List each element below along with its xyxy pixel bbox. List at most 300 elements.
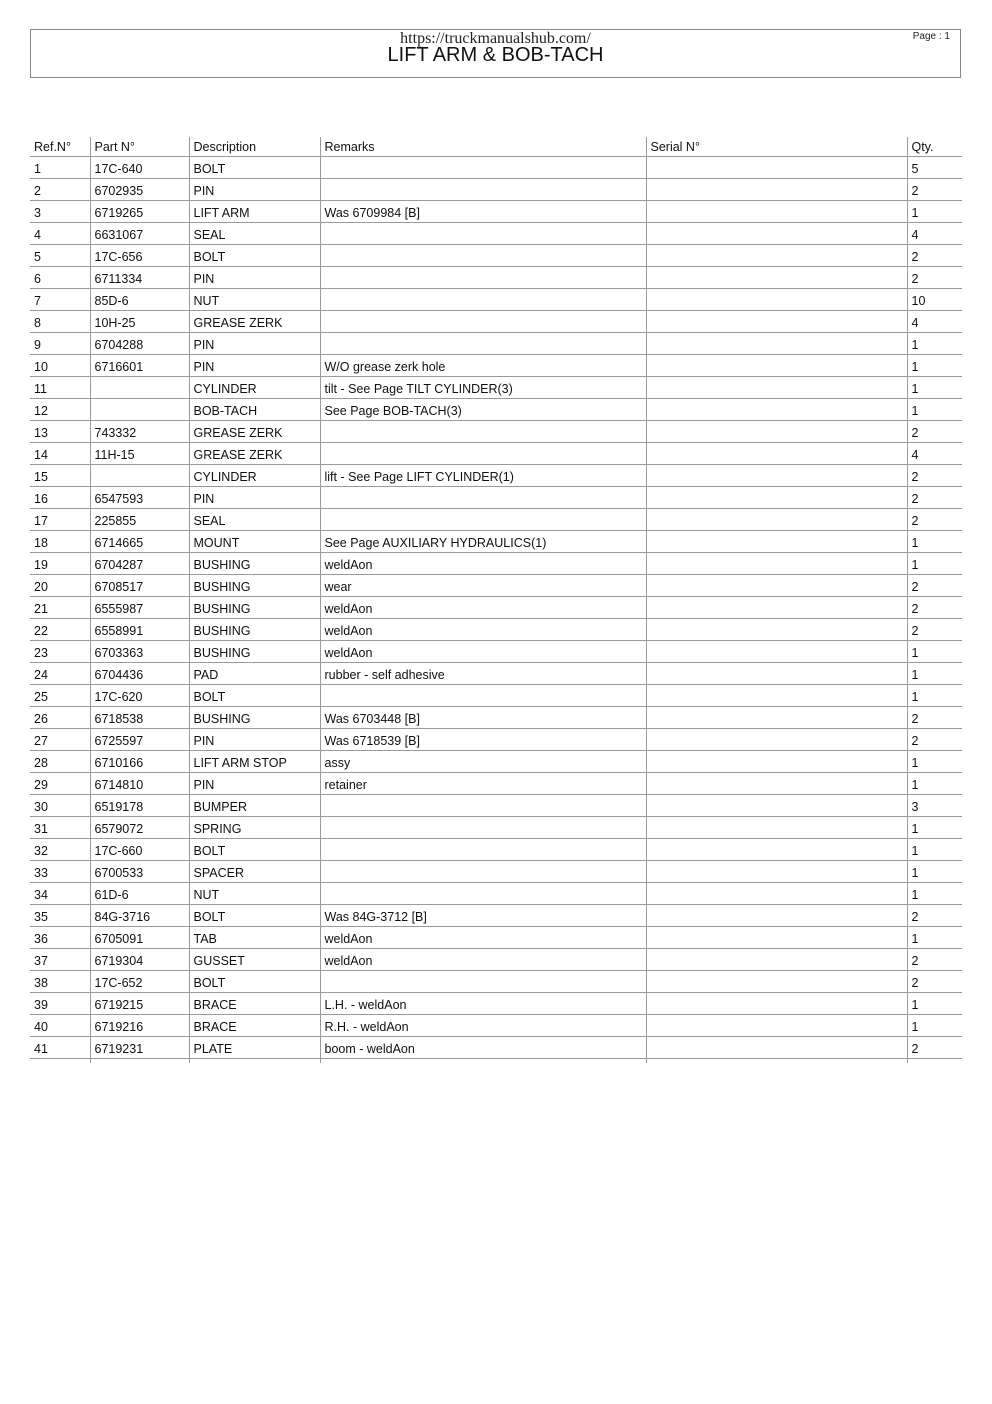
serial-cell: [646, 971, 907, 993]
remarks-cell: Was 6718539 [B]: [320, 729, 646, 751]
qty-cell: 10: [907, 289, 962, 311]
remarks-cell: assy: [320, 751, 646, 773]
ref-cell: 38: [30, 971, 90, 993]
ref-cell: 24: [30, 663, 90, 685]
serial-cell: [646, 399, 907, 421]
table-row: [30, 971, 962, 993]
table-row: [30, 553, 962, 575]
description-cell: PIN: [189, 355, 320, 377]
description-cell: NUT: [189, 883, 320, 905]
ref-cell: 30: [30, 795, 90, 817]
ref-cell: 33: [30, 861, 90, 883]
table-row: [30, 861, 962, 883]
part-number-cell: 6704288: [90, 333, 189, 355]
table-row: [30, 509, 962, 531]
table-row: [30, 355, 962, 377]
description-cell: LIFT ARM: [189, 201, 320, 223]
table-row: [30, 311, 962, 333]
part-number-cell: 6714810: [90, 773, 189, 795]
description-cell: PIN: [189, 487, 320, 509]
table-row: [30, 1015, 962, 1037]
table-row: [30, 949, 962, 971]
part-number-cell: 6719231: [90, 1037, 189, 1059]
serial-cell: [646, 377, 907, 399]
description-cell: BUSHING: [189, 553, 320, 575]
description-cell: CYLINDER: [189, 465, 320, 487]
remarks-cell: W/O grease zerk hole: [320, 355, 646, 377]
part-number-cell: 10H-25: [90, 311, 189, 333]
table-row: [30, 333, 962, 355]
remarks-cell: wear: [320, 575, 646, 597]
ref-cell: 34: [30, 883, 90, 905]
ref-cell: 4: [30, 223, 90, 245]
description-cell: GUSSET: [189, 949, 320, 971]
serial-cell: [646, 575, 907, 597]
part-number-cell: 6555987: [90, 597, 189, 619]
ref-cell: 41: [30, 1037, 90, 1059]
qty-cell: 1: [907, 773, 962, 795]
table-row: [30, 597, 962, 619]
qty-cell: 2: [907, 729, 962, 751]
qty-cell: 1: [907, 399, 962, 421]
part-number-cell: 6719304: [90, 949, 189, 971]
col-header-part: Part N°: [90, 137, 189, 157]
qty-cell: 1: [907, 685, 962, 707]
ref-cell: 32: [30, 839, 90, 861]
table-row: [30, 421, 962, 443]
part-number-cell: 6558991: [90, 619, 189, 641]
serial-cell: [646, 773, 907, 795]
table-row: [30, 201, 962, 223]
serial-cell: [646, 1015, 907, 1037]
serial-cell: [646, 861, 907, 883]
part-number-cell: 6708517: [90, 575, 189, 597]
table-edge-cell: [189, 1059, 320, 1064]
remarks-cell: [320, 795, 646, 817]
description-cell: LIFT ARM STOP: [189, 751, 320, 773]
ref-cell: 25: [30, 685, 90, 707]
ref-cell: 3: [30, 201, 90, 223]
serial-cell: [646, 531, 907, 553]
part-number-cell: 225855: [90, 509, 189, 531]
description-cell: BOB-TACH: [189, 399, 320, 421]
col-header-remarks: Remarks: [320, 137, 646, 157]
table-row: [30, 773, 962, 795]
table-row: [30, 751, 962, 773]
qty-cell: 1: [907, 663, 962, 685]
part-number-cell: 6710166: [90, 751, 189, 773]
ref-cell: 37: [30, 949, 90, 971]
ref-cell: 19: [30, 553, 90, 575]
serial-cell: [646, 663, 907, 685]
table-row: [30, 883, 962, 905]
table-edge-cell: [30, 1059, 90, 1064]
ref-cell: 12: [30, 399, 90, 421]
serial-cell: [646, 443, 907, 465]
ref-cell: 16: [30, 487, 90, 509]
qty-cell: 2: [907, 597, 962, 619]
part-number-cell: 6711334: [90, 267, 189, 289]
remarks-cell: [320, 245, 646, 267]
serial-cell: [646, 509, 907, 531]
remarks-cell: weldAon: [320, 641, 646, 663]
description-cell: MOUNT: [189, 531, 320, 553]
description-cell: PIN: [189, 179, 320, 201]
qty-cell: 2: [907, 575, 962, 597]
ref-cell: 15: [30, 465, 90, 487]
table-row: [30, 817, 962, 839]
qty-cell: 2: [907, 971, 962, 993]
description-cell: PLATE: [189, 1037, 320, 1059]
remarks-cell: See Page BOB-TACH(3): [320, 399, 646, 421]
page-number: Page : 1: [912, 31, 950, 42]
qty-cell: 1: [907, 553, 962, 575]
table-row: [30, 663, 962, 685]
ref-cell: 8: [30, 311, 90, 333]
ref-cell: 21: [30, 597, 90, 619]
serial-cell: [646, 289, 907, 311]
table-row: [30, 707, 962, 729]
serial-cell: [646, 201, 907, 223]
description-cell: BRACE: [189, 1015, 320, 1037]
table-row: [30, 443, 962, 465]
qty-cell: 1: [907, 817, 962, 839]
qty-cell: 1: [907, 201, 962, 223]
part-number-cell: 6719265: [90, 201, 189, 223]
ref-cell: 26: [30, 707, 90, 729]
parts-table: [30, 137, 962, 1063]
qty-cell: 1: [907, 883, 962, 905]
remarks-cell: [320, 685, 646, 707]
table-edge-cell: [90, 1059, 189, 1064]
remarks-cell: Was 6709984 [B]: [320, 201, 646, 223]
table-edge-cell: [907, 1059, 962, 1064]
serial-cell: [646, 355, 907, 377]
part-number-cell: 17C-660: [90, 839, 189, 861]
col-header-serial: Serial N°: [646, 137, 907, 157]
serial-cell: [646, 465, 907, 487]
remarks-cell: lift - See Page LIFT CYLINDER(1): [320, 465, 646, 487]
description-cell: BOLT: [189, 839, 320, 861]
table-row: [30, 487, 962, 509]
table-row: [30, 795, 962, 817]
remarks-cell: [320, 333, 646, 355]
qty-cell: 1: [907, 531, 962, 553]
qty-cell: 2: [907, 179, 962, 201]
serial-cell: [646, 553, 907, 575]
part-number-cell: 6631067: [90, 223, 189, 245]
remarks-cell: [320, 157, 646, 179]
table-row: [30, 685, 962, 707]
part-number-cell: [90, 377, 189, 399]
remarks-cell: See Page AUXILIARY HYDRAULICS(1): [320, 531, 646, 553]
ref-cell: 9: [30, 333, 90, 355]
table-row: [30, 575, 962, 597]
remarks-cell: [320, 817, 646, 839]
part-number-cell: 85D-6: [90, 289, 189, 311]
ref-cell: 6: [30, 267, 90, 289]
serial-cell: [646, 685, 907, 707]
remarks-cell: [320, 289, 646, 311]
serial-cell: [646, 795, 907, 817]
ref-cell: 31: [30, 817, 90, 839]
ref-cell: 14: [30, 443, 90, 465]
table-row: [30, 927, 962, 949]
description-cell: SPRING: [189, 817, 320, 839]
qty-cell: 1: [907, 993, 962, 1015]
page-header: [30, 29, 961, 78]
page-title: LIFT ARM & BOB-TACH: [387, 44, 604, 66]
description-cell: BUSHING: [189, 707, 320, 729]
description-cell: PIN: [189, 729, 320, 751]
qty-cell: 2: [907, 707, 962, 729]
description-cell: BOLT: [189, 157, 320, 179]
description-cell: BUSHING: [189, 619, 320, 641]
serial-cell: [646, 927, 907, 949]
serial-cell: [646, 245, 907, 267]
qty-cell: 1: [907, 839, 962, 861]
ref-cell: 2: [30, 179, 90, 201]
serial-cell: [646, 157, 907, 179]
table-row: [30, 531, 962, 553]
serial-cell: [646, 1037, 907, 1059]
ref-cell: 13: [30, 421, 90, 443]
part-number-cell: 6725597: [90, 729, 189, 751]
ref-cell: 28: [30, 751, 90, 773]
description-cell: GREASE ZERK: [189, 443, 320, 465]
description-cell: BUSHING: [189, 597, 320, 619]
ref-cell: 35: [30, 905, 90, 927]
serial-cell: [646, 729, 907, 751]
ref-cell: 5: [30, 245, 90, 267]
qty-cell: 1: [907, 641, 962, 663]
qty-cell: 2: [907, 905, 962, 927]
serial-cell: [646, 817, 907, 839]
part-number-cell: 6700533: [90, 861, 189, 883]
ref-cell: 18: [30, 531, 90, 553]
remarks-cell: weldAon: [320, 927, 646, 949]
ref-cell: 20: [30, 575, 90, 597]
description-cell: BRACE: [189, 993, 320, 1015]
qty-cell: 2: [907, 465, 962, 487]
qty-cell: 2: [907, 619, 962, 641]
part-number-cell: 11H-15: [90, 443, 189, 465]
table-row: [30, 289, 962, 311]
ref-cell: 29: [30, 773, 90, 795]
remarks-cell: [320, 861, 646, 883]
remarks-cell: R.H. - weldAon: [320, 1015, 646, 1037]
description-cell: PIN: [189, 333, 320, 355]
qty-cell: 2: [907, 487, 962, 509]
description-cell: BUSHING: [189, 641, 320, 663]
part-number-cell: 6718538: [90, 707, 189, 729]
serial-cell: [646, 707, 907, 729]
qty-cell: 2: [907, 949, 962, 971]
part-number-cell: 6714665: [90, 531, 189, 553]
table-row: [30, 839, 962, 861]
serial-cell: [646, 179, 907, 201]
remarks-cell: weldAon: [320, 619, 646, 641]
description-cell: SEAL: [189, 509, 320, 531]
part-number-cell: 17C-640: [90, 157, 189, 179]
table-row: [30, 245, 962, 267]
remarks-cell: [320, 421, 646, 443]
ref-cell: 36: [30, 927, 90, 949]
serial-cell: [646, 333, 907, 355]
ref-cell: 39: [30, 993, 90, 1015]
ref-cell: 10: [30, 355, 90, 377]
serial-cell: [646, 597, 907, 619]
table-row: [30, 1037, 962, 1059]
part-number-cell: 6704287: [90, 553, 189, 575]
serial-cell: [646, 487, 907, 509]
part-number-cell: [90, 399, 189, 421]
table-header-row: [30, 137, 962, 157]
remarks-cell: weldAon: [320, 949, 646, 971]
remarks-cell: rubber - self adhesive: [320, 663, 646, 685]
qty-cell: 4: [907, 443, 962, 465]
ref-cell: 40: [30, 1015, 90, 1037]
description-cell: BUSHING: [189, 575, 320, 597]
remarks-cell: [320, 883, 646, 905]
ref-cell: 27: [30, 729, 90, 751]
serial-cell: [646, 751, 907, 773]
table-row: [30, 399, 962, 421]
description-cell: SPACER: [189, 861, 320, 883]
ref-cell: 1: [30, 157, 90, 179]
part-number-cell: 6579072: [90, 817, 189, 839]
serial-cell: [646, 267, 907, 289]
table-row: [30, 729, 962, 751]
serial-cell: [646, 223, 907, 245]
remarks-cell: [320, 971, 646, 993]
serial-cell: [646, 993, 907, 1015]
qty-cell: 1: [907, 751, 962, 773]
serial-cell: [646, 641, 907, 663]
col-header-ref: Ref.N°: [30, 137, 90, 157]
part-number-cell: 6703363: [90, 641, 189, 663]
part-number-cell: 17C-620: [90, 685, 189, 707]
description-cell: CYLINDER: [189, 377, 320, 399]
remarks-cell: retainer: [320, 773, 646, 795]
part-number-cell: 17C-652: [90, 971, 189, 993]
remarks-cell: L.H. - weldAon: [320, 993, 646, 1015]
description-cell: SEAL: [189, 223, 320, 245]
part-number-cell: 743332: [90, 421, 189, 443]
remarks-cell: [320, 311, 646, 333]
source-url[interactable]: https://truckmanualshub.com/: [400, 30, 591, 47]
qty-cell: 2: [907, 245, 962, 267]
part-number-cell: 6719216: [90, 1015, 189, 1037]
remarks-cell: boom - weldAon: [320, 1037, 646, 1059]
part-number-cell: 6705091: [90, 927, 189, 949]
serial-cell: [646, 311, 907, 333]
table-row: [30, 377, 962, 399]
qty-cell: 1: [907, 1015, 962, 1037]
remarks-cell: [320, 223, 646, 245]
qty-cell: 4: [907, 311, 962, 333]
serial-cell: [646, 619, 907, 641]
remarks-cell: [320, 179, 646, 201]
description-cell: GREASE ZERK: [189, 421, 320, 443]
remarks-cell: weldAon: [320, 597, 646, 619]
part-number-cell: 6704436: [90, 663, 189, 685]
description-cell: BOLT: [189, 685, 320, 707]
table-row: [30, 179, 962, 201]
qty-cell: 4: [907, 223, 962, 245]
description-cell: BOLT: [189, 245, 320, 267]
description-cell: PAD: [189, 663, 320, 685]
ref-cell: 23: [30, 641, 90, 663]
remarks-cell: tilt - See Page TILT CYLINDER(3): [320, 377, 646, 399]
qty-cell: 2: [907, 267, 962, 289]
table-edge-cell: [320, 1059, 646, 1064]
col-header-qty: Qty.: [907, 137, 962, 157]
qty-cell: 1: [907, 333, 962, 355]
part-number-cell: 6519178: [90, 795, 189, 817]
part-number-cell: 17C-656: [90, 245, 189, 267]
parts-table-body: [30, 157, 962, 1064]
table-bottom-edge: [30, 1059, 962, 1064]
remarks-cell: weldAon: [320, 553, 646, 575]
qty-cell: 2: [907, 509, 962, 531]
table-row: [30, 641, 962, 663]
serial-cell: [646, 905, 907, 927]
part-number-cell: 6719215: [90, 993, 189, 1015]
part-number-cell: 6702935: [90, 179, 189, 201]
part-number-cell: 61D-6: [90, 883, 189, 905]
remarks-cell: [320, 509, 646, 531]
serial-cell: [646, 839, 907, 861]
part-number-cell: 6547593: [90, 487, 189, 509]
part-number-cell: [90, 465, 189, 487]
description-cell: NUT: [189, 289, 320, 311]
remarks-cell: [320, 487, 646, 509]
table-row: [30, 905, 962, 927]
qty-cell: 2: [907, 421, 962, 443]
qty-cell: 1: [907, 355, 962, 377]
qty-cell: 5: [907, 157, 962, 179]
table-row: [30, 465, 962, 487]
remarks-cell: [320, 443, 646, 465]
qty-cell: 1: [907, 927, 962, 949]
ref-cell: 17: [30, 509, 90, 531]
description-cell: GREASE ZERK: [189, 311, 320, 333]
ref-cell: 7: [30, 289, 90, 311]
description-cell: PIN: [189, 267, 320, 289]
part-number-cell: 6716601: [90, 355, 189, 377]
serial-cell: [646, 883, 907, 905]
description-cell: BOLT: [189, 905, 320, 927]
ref-cell: 22: [30, 619, 90, 641]
qty-cell: 2: [907, 1037, 962, 1059]
table-row: [30, 267, 962, 289]
description-cell: PIN: [189, 773, 320, 795]
description-cell: BUMPER: [189, 795, 320, 817]
ref-cell: 11: [30, 377, 90, 399]
table-row: [30, 157, 962, 179]
serial-cell: [646, 949, 907, 971]
remarks-cell: [320, 839, 646, 861]
qty-cell: 1: [907, 861, 962, 883]
description-cell: TAB: [189, 927, 320, 949]
part-number-cell: 84G-3716: [90, 905, 189, 927]
table-row: [30, 223, 962, 245]
remarks-cell: Was 84G-3712 [B]: [320, 905, 646, 927]
remarks-cell: [320, 267, 646, 289]
qty-cell: 3: [907, 795, 962, 817]
remarks-cell: Was 6703448 [B]: [320, 707, 646, 729]
